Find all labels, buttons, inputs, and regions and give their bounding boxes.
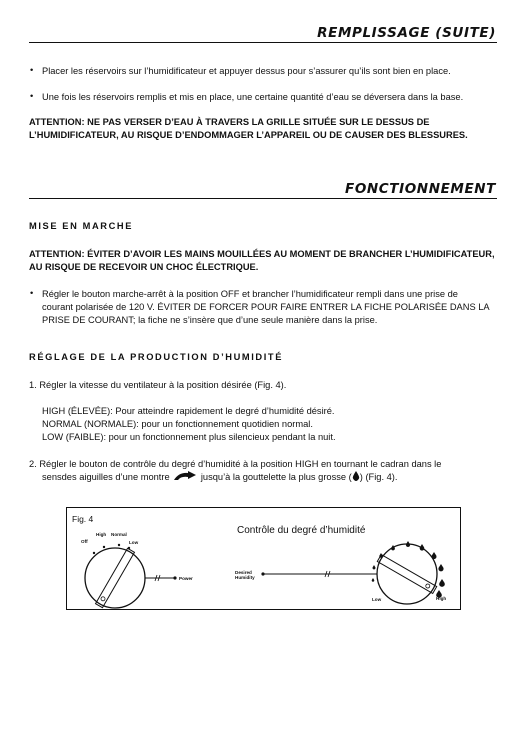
warning-line: L’HUMIDIFICATEUR, AU RISQUE D’ENDOMMAGER L’APPAREIL OU DE CAUSER DES BLESSURES.: [29, 130, 468, 140]
dial-diagram: [67, 508, 460, 609]
step-2-line-2: [42, 471, 397, 484]
dial-label-low: Low: [372, 597, 382, 602]
step-2-text: ) (Fig. 4).: [359, 472, 398, 482]
figure-label: Fig. 4: [72, 514, 94, 524]
fan-speed-dial: [85, 544, 177, 608]
subheading-mise-en-marche: MISE EN MARCHE: [29, 221, 134, 231]
dial-label-humidity: Humidity: [235, 575, 255, 580]
bullet-dot: •: [30, 288, 34, 298]
dial-label-high: High: [96, 532, 107, 537]
dial-label-high: High: [436, 596, 447, 601]
speed-low: LOW (FAIBLE): pour un fonctionnement plus silencieux pendant la nuit.: [42, 432, 336, 442]
warning-line: AU RISQUE DE RECEVOIR UN CHOC ÉLECTRIQUE.: [29, 262, 259, 272]
bullet-text: courant polarisée de 120 V. ÉVITER DE FORCER POUR FAIRE ENTRER LA FICHE POLARISÉE DANS LA: [42, 302, 490, 312]
figure-4: [66, 507, 461, 610]
step-2-text: jusqu’à la gouttelette la plus grosse (: [200, 472, 352, 482]
subheading-reglage: RÉGLAGE DE LA PRODUCTION D’HUMIDITÉ: [29, 352, 283, 362]
dial-label-off: Off: [81, 539, 88, 544]
water-drop-icon: [352, 471, 360, 481]
section-title-fonctionnement: FONCTIONNEMENT: [345, 181, 496, 197]
warning-line: ATTENTION: ÉVITER D’AVOIR LES MAINS MOUILLÉES AU MOMENT DE BRANCHER L’HUMIDIFICATEUR,: [29, 249, 495, 259]
humidity-dial: [261, 541, 447, 604]
speed-normal: NORMAL (NORMALE): pour un fonctionnement quotidien normal.: [42, 419, 313, 429]
step-1: 1. Régler la vitesse du ventilateur à la position désirée (Fig. 4).: [29, 380, 287, 390]
figure-title: Contrôle du degré d’humidité: [237, 525, 366, 536]
bullet-dot: •: [30, 65, 34, 75]
speed-high: HIGH (ÉLEVÉE): Pour atteindre rapidement le degré d’humidité désiré.: [42, 406, 335, 416]
section-title-remplissage: REMPLISSAGE (SUITE): [317, 25, 496, 41]
dial-label-power: Power: [179, 576, 193, 581]
title-rule: [29, 198, 497, 199]
dial-label-low: Low: [129, 540, 139, 545]
clockwise-arrow-icon: [172, 471, 198, 481]
warning-line: ATTENTION: NE PAS VERSER D’EAU À TRAVERS LA GRILLE SITUÉE SUR LE DESSUS DE: [29, 117, 430, 127]
title-rule: [29, 42, 497, 43]
bullet-text: Une fois les réservoirs remplis et mis en place, une certaine quantité d’eau se déversera dans la base.: [42, 92, 464, 102]
step-2: 2. Régler le bouton de contrôle du degré d’humidité à la position HIGH en tournant le cadran dans le: [29, 459, 442, 469]
bullet-text: Régler le bouton marche-arrêt à la position OFF et brancher l’humidificateur rempli dans une prise de: [42, 289, 458, 299]
dial-label-normal: Normal: [111, 532, 127, 537]
bullet-text: Placer les réservoirs sur l’humidificateur et appuyer dessus pour s’assurer qu’ils sont bien en place.: [42, 66, 451, 76]
bullet-text: PRISE DE COURANT; la fiche ne s’insère que d’une seule manière dans la prise.: [42, 315, 378, 325]
bullet-dot: •: [30, 91, 34, 101]
step-2-text: sensdes aiguilles d’une montre: [42, 472, 170, 482]
dial-label-desired: Desired: [235, 570, 252, 575]
